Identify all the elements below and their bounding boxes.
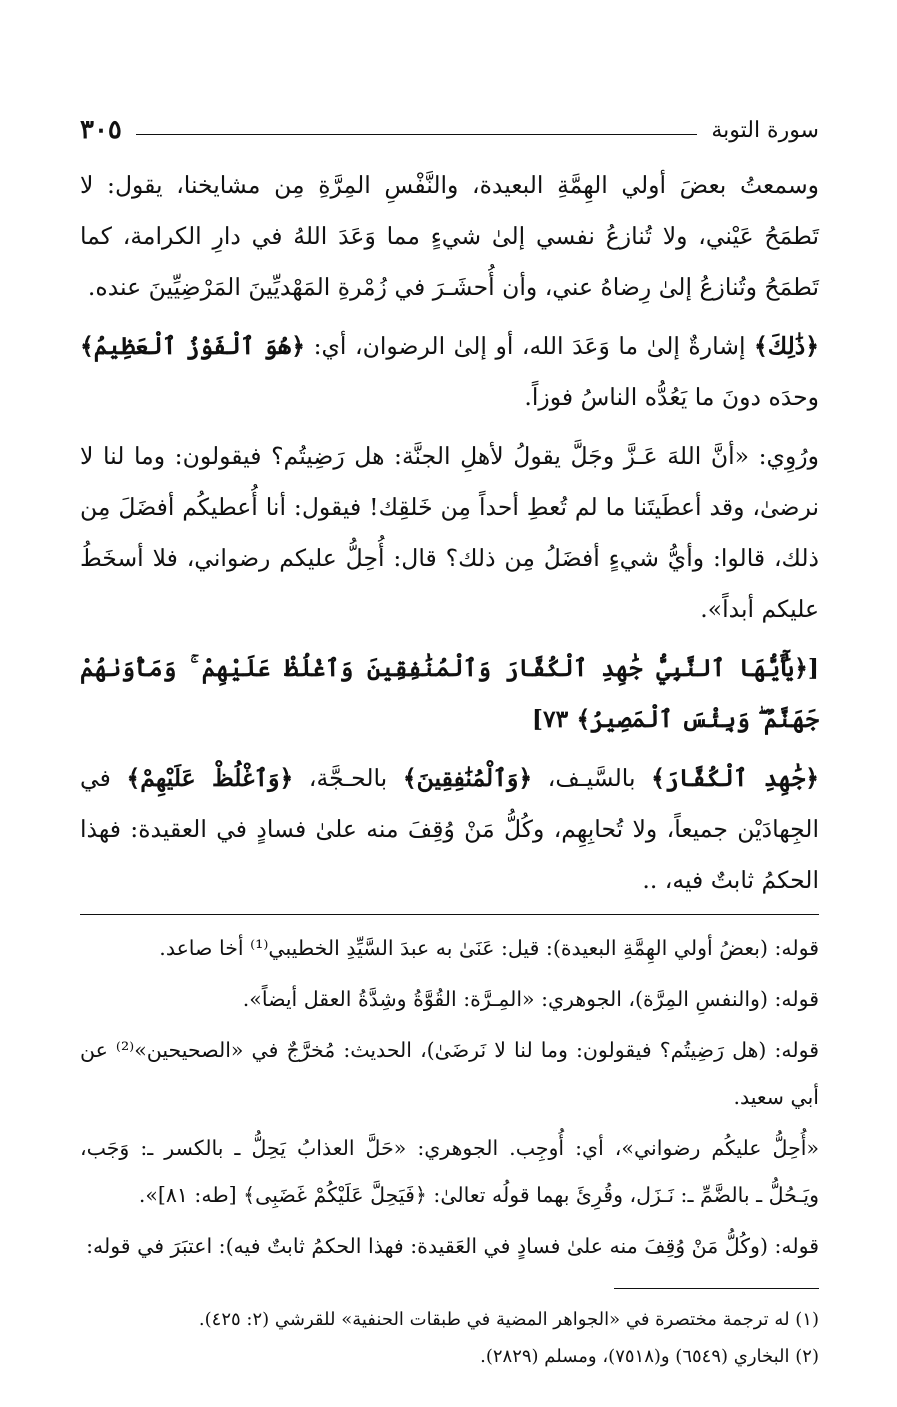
quran-quote: ﴿وَٱلْمُنَٰفِقِينَ﴾: [402, 764, 533, 792]
commentary-text: في الجِهادَيْن جميعاً، ولا تُحابِهِم، وكُلُّ مَنْ وُقِفَ منه علىٰ فسادٍ في العقيدة: فهذا الحكمُ ثابتٌ فيه، ..: [80, 764, 819, 894]
verse-73: [﴿يَٰٓأَيُّهَا ٱلنَّبِيُّ جَٰهِدِ ٱلْكُفَّارَ وَٱلْمُنَٰفِقِينَ وَٱغْلُظْ عَلَيْهِمْ ۚ وَمَأْوَىٰهُمْ جَهَنَّمُ ۖ وَبِئْسَ ٱلْمَصِيرُ﴾ ٧٣]: [80, 654, 819, 733]
paragraph-1: وسمعتُ بعضَ أولي الهِمَّةِ البعيدة، والنَّفْسِ المِرَّةِ مِن مشايخنا، يقول: لا تَطمَحُ عَيْني، ولا تُنازعُ نفسي إلىٰ شيءٍ مما وَعَدَ اللهُ في دارِ الكرامة، كما تَطمَحُ وتُنازعُ إلىٰ رِضاهُ عني، وأن أُحشَـرَ في زُمْرةِ المَهْديِّينَ المَرْضِيِّينَ عنده.: [80, 171, 819, 301]
footnote-1: (١) له ترجمة مختصرة في «الجواهر المضية في طبقات الحنفية» للقرشي (٢: ٤٢٥).: [198, 1309, 819, 1330]
footnote-rule: [614, 1288, 819, 1289]
note-2: قوله: (والنفسِ المِرَّة)، الجوهري: «المِـرَّة: القُوَّةُ وشِدَّةُ العقل أيضاً».: [242, 987, 819, 1011]
commentary-notes: [80, 925, 819, 1270]
commentary-text: بالسَّيـف،: [532, 764, 652, 792]
surah-title: سورة التوبة: [711, 117, 819, 143]
quran-quote: ﴿ذَٰلِكَ﴾: [754, 332, 820, 360]
quran-quote: ﴿وَٱغْلُظْ عَلَيْهِمْ﴾: [126, 764, 294, 792]
page-number: ٣٠٥: [80, 115, 122, 145]
paragraph-2: [80, 321, 819, 423]
paragraph-3-hadith: ورُوِي: «أنَّ اللهَ عَـزَّ وجَلَّ يقولُ لأهلِ الجنَّة: هل رَضِيتُم؟ فيقولون: وما لنا لا نرضىٰ، وقد أعطَيتَنا ما لم تُعطِ أحداً مِن خَلقِك! فيقول: أنا أُعطيكُم أفضَلَ مِن ذلك، قالوا: وأيُّ شيءٍ أفضَلُ مِن ذلك؟ قال: أُحِلُّ عليكم رضواني، فلا أسخَطُ عليكم أبداً».: [80, 442, 819, 623]
quran-quote: ﴿جَٰهِدِ ٱلْكُفَّارَ﴾: [651, 764, 819, 792]
note-5: قوله: (وكُلُّ مَنْ وُقِفَ منه علىٰ فسادٍ في العَقيدة: فهذا الحكمُ ثابتٌ فيه): اعتبَرَ في قوله:: [86, 1234, 819, 1258]
main-text: [80, 160, 819, 906]
commentary-text: وحدَه دونَ ما يَعُدُّه الناسُ فوزاً.: [524, 383, 819, 411]
paragraph-5: [80, 753, 819, 906]
commentary-text: بالحـجَّة،: [293, 764, 403, 792]
commentary-text: إشارةٌ إلىٰ ما وَعَدَ الله، أو إلىٰ الرضوان، أي:: [305, 332, 755, 360]
note-4: «أُحِلُّ عليكُم رضواني»، أي: أُوجِب. الجوهري: «حَلَّ العذابُ يَحِلُّ ـ بالكسر ـ: وَجَب، ويَـحُلُّ ـ بالضَّمِّ ـ: نَـزَل، وقُرِئَ بهما قولُه تعالىٰ: ﴿فَيَحِلَّ عَلَيْكُمْ غَضَبِى﴾ [طه: ٨١]».: [80, 1136, 819, 1207]
page-header: [80, 110, 819, 150]
footnote-2: (٢) البخاري (٦٥٤٩) و(٧٥١٨)، ومسلم (٢٨٢٩).: [480, 1346, 819, 1367]
note-1: قوله: (بعضُ أولي الهِمَّةِ البعيدة): قيل: عَنَىٰ به عبدَ السَّيِّدِ الخطيبي⁽¹⁾ أخا صاعد.: [159, 936, 819, 960]
note-3: قوله: (هل رَضِيتُم؟ فيقولون: وما لنا لا نَرضَىٰ)، الحديث: مُخرَّجٌ في «الصحيحين»⁽²⁾ عن أبي سعيد.: [80, 1038, 820, 1109]
header-rule: [136, 134, 697, 135]
footnotes: [80, 1301, 819, 1375]
section-divider: [80, 914, 819, 915]
quran-quote: ﴿هُوَ ٱلْفَوْزُ ٱلْعَظِيمُ﴾: [80, 332, 306, 360]
